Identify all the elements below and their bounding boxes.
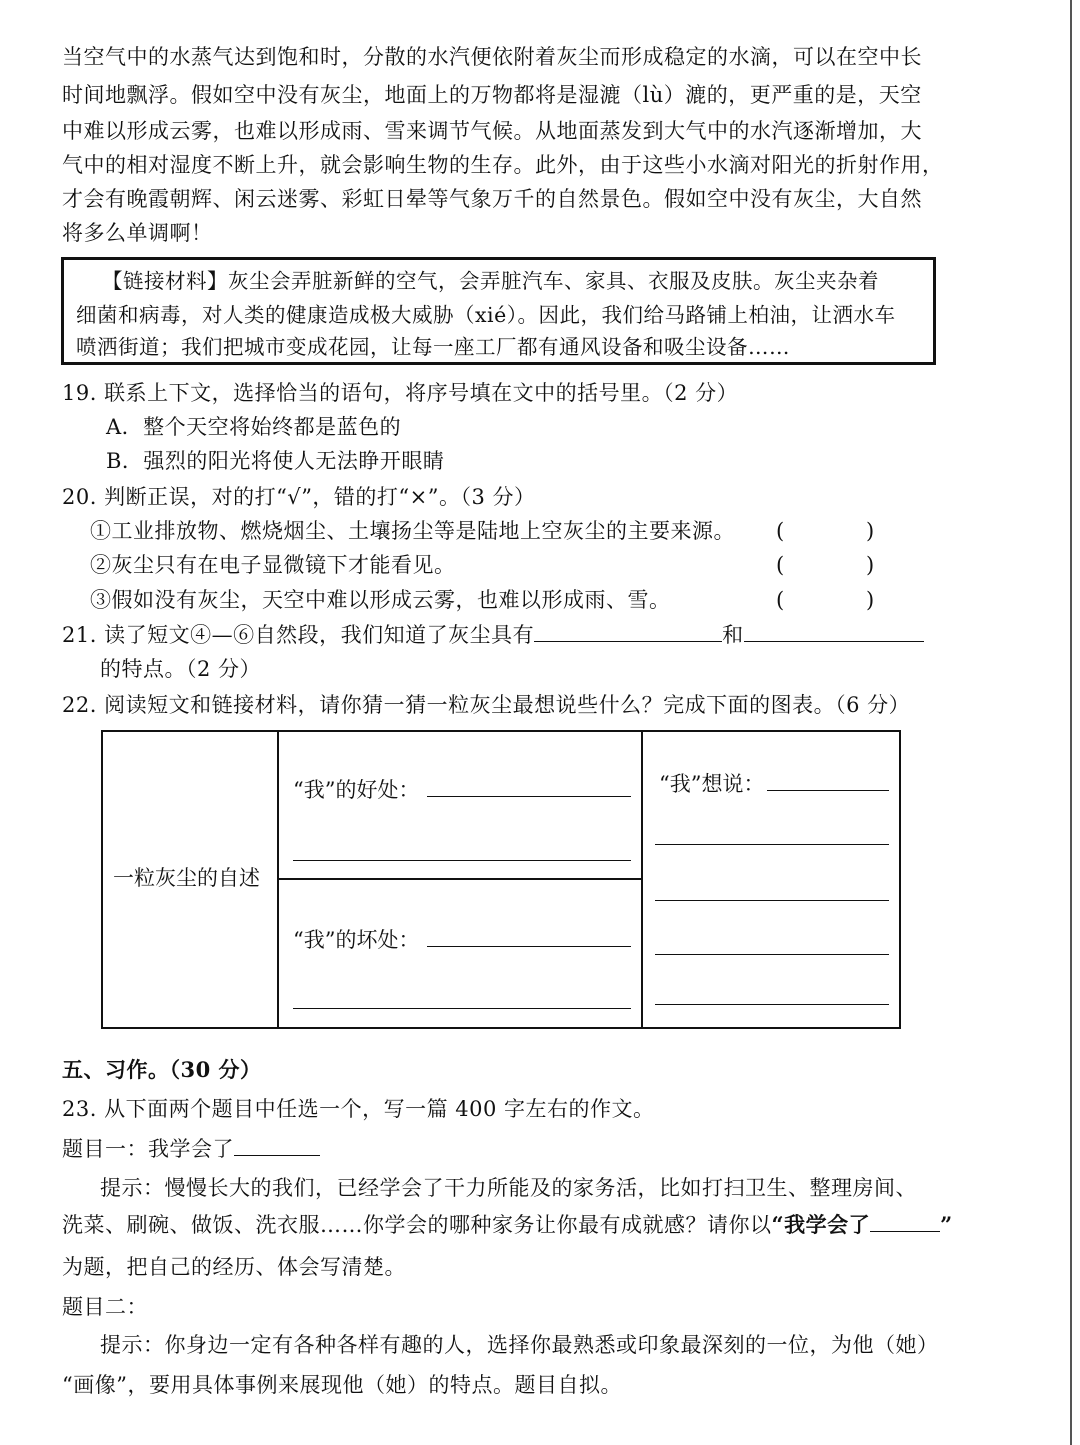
passage-line-2: 时间地飘浮。假如空中没有灰尘，地面上的万物都将是湿漉（lù）漉的，更严重的是，天空 [62, 83, 922, 107]
q19-option-b: B．强烈的阳光将使人无法睁开眼睛 [106, 449, 445, 473]
q22-stem: 22. 阅读短文和链接材料，请你猜一猜一粒灰尘最想说些什么？完成下面的图表。（6 分） [62, 693, 911, 717]
say-answer-line-2[interactable] [655, 844, 889, 845]
tip2-line-1: 提示：你身边一定有各种各样有趣的人，选择你最熟悉或印象最深刻的一位，为他（她） [100, 1333, 939, 1357]
passage-line-6: 将多么单调啊！ [62, 221, 213, 245]
row-label-cell [102, 731, 278, 1028]
say-answer-line-4[interactable] [655, 954, 889, 955]
tip1-close-quote: ” [940, 1212, 953, 1237]
q23-stem: 23. 从下面两个题目中任选一个，写一篇 400 字左右的作文。 [62, 1097, 655, 1121]
q21-prefix: 21. 读了短文④—⑥自然段，我们知道了灰尘具有 [62, 623, 535, 647]
q21-line-2: 的特点。（2 分） [100, 657, 262, 681]
bad-answer-line-2[interactable] [293, 1008, 631, 1009]
topic1-line [62, 1134, 320, 1164]
good-cell [278, 731, 642, 879]
say-answer-line-3[interactable] [655, 900, 889, 901]
say-cell [642, 731, 900, 1028]
say-answer-line-1[interactable] [767, 790, 889, 791]
passage-line-3: 中难以形成云雾，也难以形成雨、雪来调节气候。从地面蒸发到大气中的水汽逐渐增加，大 [62, 119, 922, 143]
q20-item-1: ①工业排放物、燃烧烟尘、土壤扬尘等是陆地上空灰尘的主要来源。 [90, 519, 735, 543]
link-material-line-3: 喷洒街道；我们把城市变成花园，让每一座工厂都有通风设备和吸尘设备…… [76, 335, 790, 359]
q20-item-3-close-paren: ) [866, 588, 875, 612]
q22-chart-table [101, 730, 901, 1029]
tip2-line-2: “画像”，要用具体事例来展现他（她）的特点。题目自拟。 [62, 1373, 622, 1397]
q20-item-2-close-paren: ) [866, 553, 875, 577]
say-answer-line-5[interactable] [655, 1004, 889, 1005]
q20-stem: 20. 判断正误，对的打“√”，错的打“×”。（3 分） [62, 485, 536, 509]
good-answer-line-1[interactable] [427, 796, 631, 797]
tip1-line-3: 为题，把自己的经历、体会写清楚。 [62, 1255, 406, 1279]
good-label: “我”的好处： [293, 778, 420, 802]
say-label: “我”想说： [659, 772, 765, 796]
q20-item-3: ③假如没有灰尘，天空中难以形成云雾，也难以形成雨、雪。 [90, 588, 671, 612]
row-label: 一粒灰尘的自述 [113, 866, 260, 890]
tip1-title-bold: “我学会了 [771, 1212, 871, 1237]
tip1-line-2 [62, 1210, 953, 1240]
bad-cell [278, 879, 642, 1028]
bad-label: “我”的坏处： [293, 928, 420, 952]
link-material-line-2: 细菌和病毒，对人类的健康造成极大威胁（xié）。因此，我们给马路铺上柏油，让洒水车 [76, 303, 896, 327]
bad-answer-line-1[interactable] [427, 946, 631, 947]
q20-item-1-close-paren: ) [866, 519, 875, 543]
tip1-line-1: 提示：慢慢长大的我们，已经学会了干力所能及的家务活，比如打扫卫生、整理房间、 [100, 1176, 917, 1200]
tip1-title-blank[interactable] [870, 1231, 940, 1232]
q20-item-3-open-paren: ( [776, 588, 785, 612]
q19-stem: 19. 联系上下文，选择恰当的语句，将序号填在文中的括号里。（2 分） [62, 381, 739, 405]
q21-line-1 [62, 620, 924, 650]
q21-blank-2[interactable] [744, 641, 924, 642]
page-edge-line [1070, 0, 1072, 1445]
topic1-label: 题目一：我学会了 [62, 1137, 234, 1161]
topic2-label: 题目二： [62, 1295, 148, 1319]
link-material-box [61, 257, 936, 365]
q21-blank-1[interactable] [534, 641, 722, 642]
q20-item-2: ②灰尘只有在电子显微镜下才能看见。 [90, 553, 456, 577]
tip1-line-2-text: 洗菜、刷碗、做饭、洗衣服……你学会的哪种家务让你最有成就感？请你以 [62, 1213, 772, 1237]
section5-heading: 五、习作。（30 分） [62, 1057, 262, 1082]
passage-line-4: 气中的相对湿度不断上升，就会影响生物的生存。此外，由于这些小水滴对阳光的折射作用， [62, 153, 944, 177]
q20-item-1-open-paren: ( [776, 519, 785, 543]
topic1-blank[interactable] [234, 1155, 320, 1156]
good-answer-line-2[interactable] [293, 860, 631, 861]
q20-item-2-open-paren: ( [776, 553, 785, 577]
link-material-line-1: 【链接材料】灰尘会弄脏新鲜的空气，会弄脏汽车、家具、衣服及皮肤。灰尘夹杂着 [102, 269, 879, 293]
q19-option-a: A．整个天空将始终都是蓝色的 [106, 415, 402, 439]
q21-and: 和 [722, 623, 744, 647]
passage-line-5: 才会有晚霞朝辉、闲云迷雾、彩虹日晕等气象万千的自然景色。假如空中没有灰尘，大自然 [62, 187, 922, 211]
passage-line-1: 当空气中的水蒸气达到饱和时，分散的水汽便依附着灰尘而形成稳定的水滴，可以在空中长 [62, 45, 922, 69]
